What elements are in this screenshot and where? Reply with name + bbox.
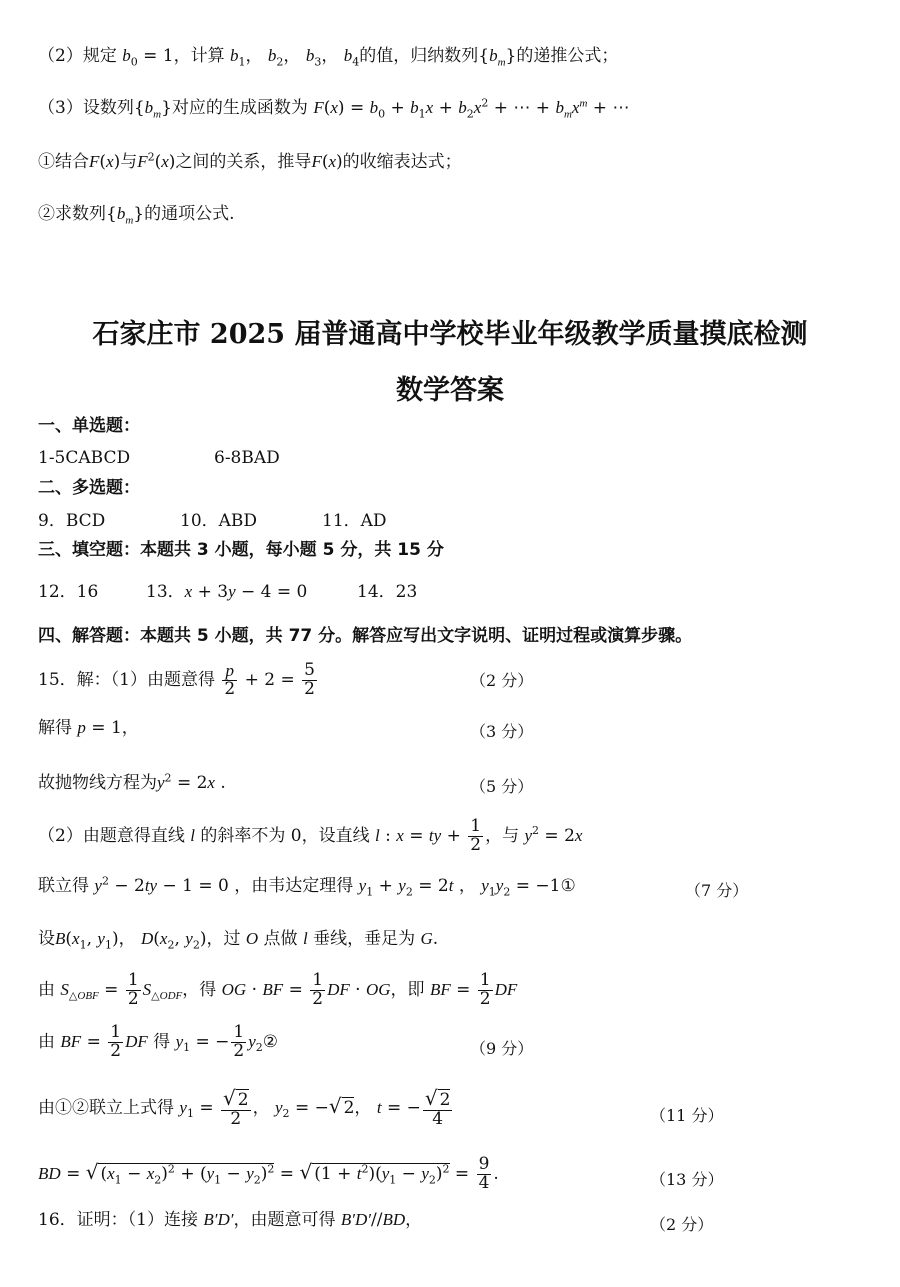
score-9: （9 分）	[470, 1039, 534, 1058]
section-fill-in: 三、填空题：本题共 3 小题，每小题 5 分，共 15 分	[38, 540, 444, 560]
question-3-line: （3）设数列$\{b_m\}$对应的生成函数为 $F(x) = b_0 + b_1x + b_2x^2$ + ⋯ + $b_mx^m$ + ⋯	[38, 96, 630, 121]
section-solutions: 四、解答题：本题共 5 小题，共 77 分。解答应写出文字说明、证明过程或演算步骤。	[38, 626, 693, 646]
page-subtitle: 数学答案	[396, 375, 504, 406]
answer-11: 11．AD	[322, 511, 387, 531]
sol15-line8: 由 BF = $\frac{1}{2}$ DF 得 $y_1$ = − $\frac{1}{2}$ $y_2②$	[38, 1022, 279, 1061]
sol15-line7: 由 $S_{\triangle OBF}$ = $\frac{1}{2}$ $S_{\triangle ODF}$，得 OG · BF = $\frac{1}{2}$ DF · OG，即 BF = $\frac{1}{2}$ DF	[38, 970, 518, 1009]
answer-14: 14．23	[357, 582, 418, 602]
answer-12: 12．16	[38, 582, 99, 602]
sol15-line3: 故抛物线方程为$y^2 = 2x$ .	[38, 771, 226, 793]
sol15-line9: 由①②联立上式得 $y_1$ = $\frac{√ 2}{2}$ ， $y_2$ = −√ 2， t = − $\frac{√ 2}{4}$	[38, 1086, 451, 1129]
answer-13: 13．x + 3y − 4 = 0	[146, 582, 308, 602]
section-single-choice: 一、单选题：	[38, 416, 140, 436]
question-2-line: （2）规定 $b_0 = 1$，计算 $b_1$， $b_2$， $b_3$， $b_4$的值，归纳数列$\{b_m\}$的递推公式；	[38, 46, 619, 69]
answer-10: 10．ABD	[180, 511, 258, 531]
score-13: （13 分）	[650, 1170, 724, 1189]
section-multi-choice: 二、多选题：	[38, 478, 140, 498]
answer-1-5: 1-5CABCD	[38, 448, 131, 468]
answer-6-8: 6-8BAD	[214, 448, 280, 468]
score-2: （2 分）	[470, 671, 534, 690]
score-7: （7 分）	[685, 881, 749, 900]
score-11: （11 分）	[650, 1106, 724, 1125]
sol15-line1: 15．解：（1）由题意得 $\frac{p}{2}$ + 2 = $\frac{5}{2}$	[38, 660, 315, 699]
sol15-line5: 联立得 $y^2 - 2ty - 1 = 0$ ，由韦达定理得 $y_1 + y_2 = 2t$ ， $y_1y_2$ = −1①	[38, 874, 576, 899]
sol15-line6: 设$B(x_1$, $y_1$)， $D(x_2$, $y_2$)，过 O 点做 l 垂线，垂足为 G.	[38, 929, 439, 952]
sol15-line4: （2）由题意得直线 l 的斜率不为 0，设直线 l : x = ty + $\frac{1}{2}$ ，与 $y^2 = 2x$	[38, 816, 583, 855]
subquestion-2-line: ②求数列$\{b_m\}$的通项公式.	[38, 204, 235, 227]
sol15-line10: BD = √ $(x_1 - x_2)^2 + (y_1 - y_2)^2$ = √ $(1 + t^2)(y_1 - y_2)^2$ = $\frac{9}{4}$ .	[38, 1154, 499, 1193]
sol16-line1: 16．证明：（1）连接 B′D′，由题意可得 B′D′//BD，	[38, 1210, 423, 1230]
score-5: （5 分）	[470, 777, 534, 796]
score-3: （3 分）	[470, 722, 534, 741]
sol15-line2: 解得 p = 1，	[38, 718, 139, 738]
answer-9: 9．BCD	[38, 511, 106, 531]
page-title: 石家庄市 2025 届普通高中学校毕业年级教学质量摸底检测	[92, 319, 808, 350]
subquestion-1-line: ①结合F(x)与$F^2(x)$之间的关系，推导F(x)的收缩表达式；	[38, 150, 462, 172]
score-16-2: （2 分）	[650, 1215, 714, 1234]
